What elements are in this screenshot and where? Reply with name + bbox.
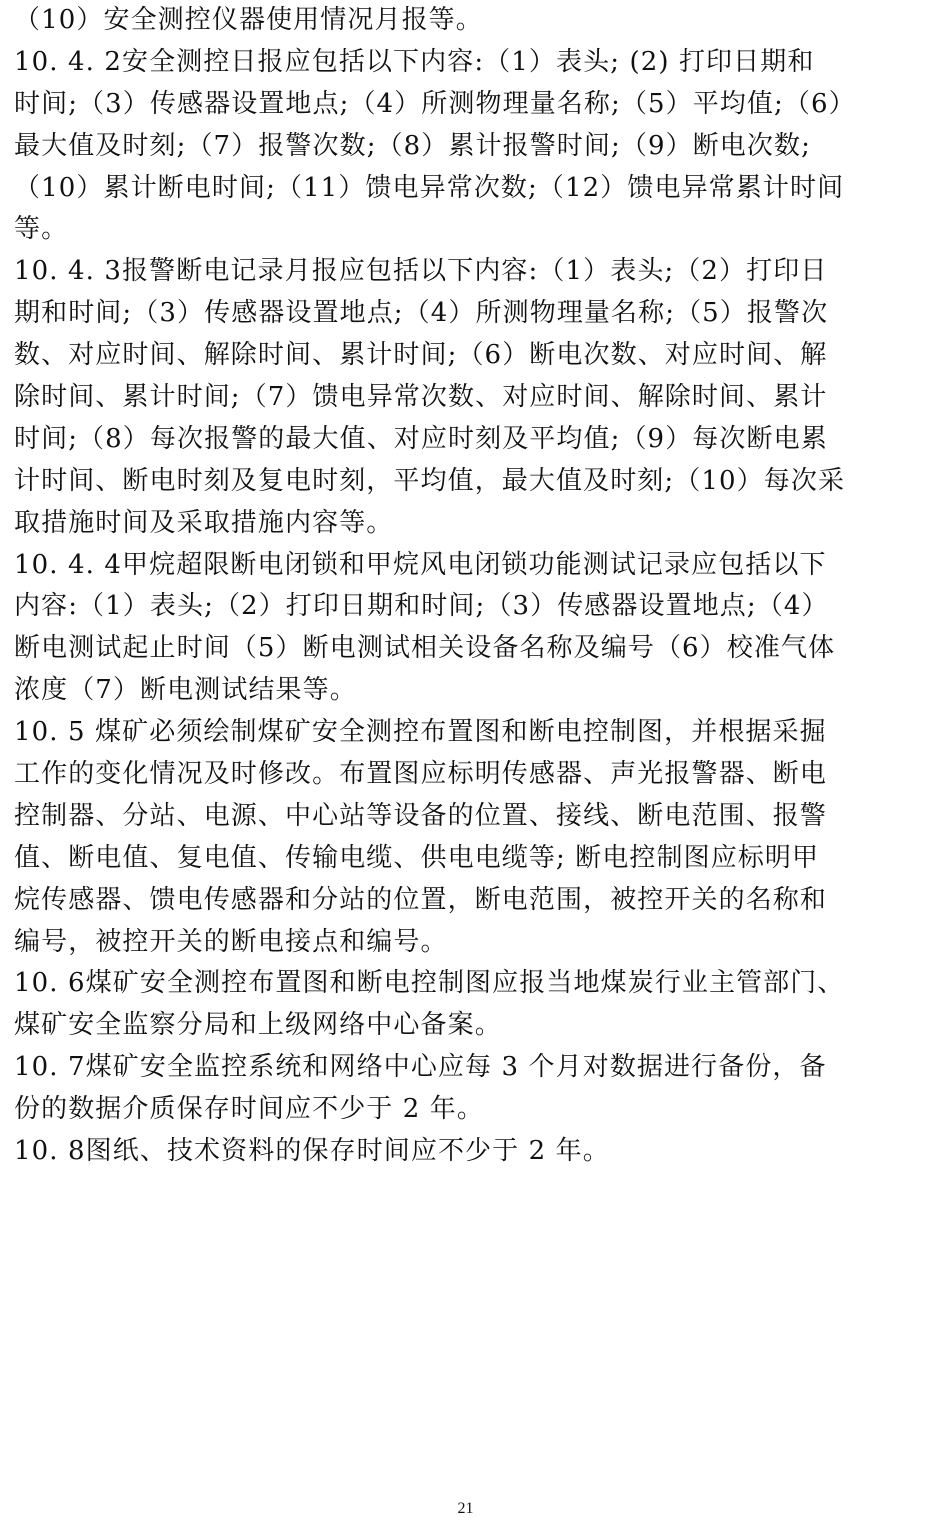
text-line: 10. 4. 4甲烷超限断电闭锁和甲烷风电闭锁功能测试记录应包括以下 — [14, 549, 827, 580]
text-line: 时间;（3）传感器设置地点;（4）所测物理量名称;（5）平均值;（6） — [14, 88, 856, 119]
text-line: 工作的变化情况及时修改。布置图应标明传感器、声光报警器、断电 — [14, 759, 828, 790]
text-line: 10. 4. 2安全测控日报应包括以下内容:（1）表头; (2) 打印日期和 — [14, 46, 815, 77]
text-line: 断电测试起止时间（5）断电测试相关设备名称及编号（6）校准气体 — [14, 633, 836, 664]
text-line: 期和时间;（3）传感器设置地点;（4）所测物理量名称;（5）报警次 — [14, 298, 829, 329]
text-line: 数、对应时间、解除时间、累计时间;（6）断电次数、对应时间、解 — [14, 340, 828, 371]
text-line: 10. 5 煤矿必须绘制煤矿安全测控布置图和断电控制图，并根据采掘 — [14, 717, 827, 748]
text-line: 浓度（7）断电测试结果等。 — [14, 675, 357, 706]
text-line: 等。 — [14, 214, 69, 245]
text-line: 取措施时间及采取措施内容等。 — [14, 507, 394, 538]
text-line: 控制器、分站、电源、中心站等设备的位置、接线、断电范围、报警 — [14, 800, 828, 831]
text-line: 10. 7煤矿安全监控系统和网络中心应每 3 个月对数据进行备份，备 — [14, 1052, 827, 1083]
text-line: （10）累计断电时间;（11）馈电异常次数;（12）馈电异常累计时间 — [14, 172, 845, 203]
text-line: 时间;（8）每次报警的最大值、对应时刻及平均值;（9）每次断电累 — [14, 423, 828, 454]
text-line: 除时间、累计时间;（7）馈电异常次数、对应时间、解除时间、累计 — [14, 382, 828, 413]
text-line: 份的数据介质保存时间应不少于 2 年。 — [14, 1094, 484, 1125]
text-line: 10. 8图纸、技术资料的保存时间应不少于 2 年。 — [14, 1136, 610, 1167]
text-line: 值、断电值、复电值、传输电缆、供电电缆等; 断电控制图应标明甲 — [14, 842, 820, 873]
document-body — [14, 0, 890, 1173]
text-line: 计时间、断电时刻及复电时刻，平均值，最大值及时刻;（10）每次采 — [14, 465, 846, 496]
page-number: 21 — [457, 1500, 474, 1517]
text-line: 10. 6煤矿安全测控布置图和断电控制图应报当地煤炭行业主管部门、 — [14, 968, 845, 999]
text-line: 编号，被控开关的断电接点和编号。 — [14, 926, 448, 957]
text-line: （10）安全测控仪器使用情况月报等。 — [14, 5, 483, 35]
text-line: 内容:（1）表头;（2）打印日期和时间;（3）传感器设置地点;（4） — [14, 591, 829, 622]
text-line: 煤矿安全监察分局和上级网络中心备案。 — [14, 1010, 502, 1041]
text-line: 10. 4. 3报警断电记录月报应包括以下内容:（1）表头;（2）打印日 — [14, 256, 828, 287]
text-line: 烷传感器、馈电传感器和分站的位置，断电范围，被控开关的名称和 — [14, 884, 828, 915]
text-line: 最大值及时刻;（7）报警次数;（8）累计报警时间;（9）断电次数; — [14, 130, 811, 161]
